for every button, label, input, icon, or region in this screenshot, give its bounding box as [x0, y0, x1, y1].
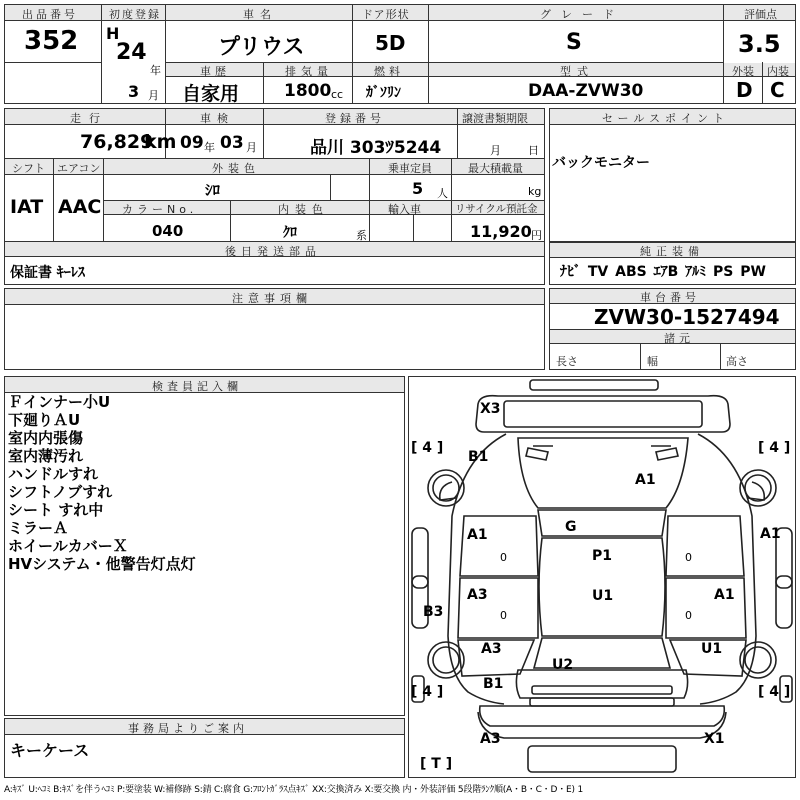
sales-points-box	[549, 108, 796, 242]
transfer-day: 日	[528, 144, 539, 157]
plate-label: 登録番号	[325, 112, 385, 125]
capacity-label: 乗車定員	[388, 162, 432, 175]
first-reg-label: 初度登録	[109, 8, 161, 21]
mark-a3-bottom: A3	[480, 731, 501, 747]
spec-label: 諸元	[664, 332, 694, 345]
int-color-label: 内装色	[278, 203, 329, 216]
inspector-note: ハンドルすれ	[8, 465, 99, 483]
sales-points-label: セールスポイント	[602, 112, 730, 125]
mark-b1-front: B1	[468, 449, 489, 465]
mark-a1-right-rear: A1	[714, 587, 735, 603]
color-label: 外装色	[212, 162, 260, 175]
mark-x3: X3	[480, 401, 501, 417]
spare-tire: [ T ]	[420, 756, 453, 772]
height-label: 高さ	[726, 355, 748, 368]
mark-u1-right: U1	[701, 641, 723, 657]
notes-label: 注意事項欄	[232, 292, 312, 305]
transfer-month: 月	[490, 144, 501, 157]
tire-depth-front-left: [ 4 ]	[411, 440, 444, 456]
inspector-note: HVシステム・他警告灯点灯	[8, 555, 196, 573]
inspection-label: 車検	[200, 112, 234, 125]
model-label: 型式	[560, 65, 594, 78]
mark-g: G	[565, 519, 577, 535]
insp-month: 03	[220, 133, 244, 153]
lot-number: 352	[24, 26, 79, 56]
inspector-note: 室内薄汚れ	[8, 447, 84, 465]
zero-mark: 0	[685, 609, 692, 622]
color-no-label: カラーNo.	[122, 203, 198, 216]
color-no: 040	[152, 222, 184, 240]
mark-x1: X1	[704, 731, 725, 747]
grade: S	[566, 30, 582, 55]
era: H	[106, 24, 120, 43]
displacement-unit: cc	[331, 88, 344, 101]
load-unit: kg	[528, 185, 542, 198]
car-name: プリウス	[218, 35, 305, 60]
sales-points-text: バックモニター	[552, 155, 650, 171]
mileage: 76,829	[80, 131, 154, 153]
car-diagram	[408, 376, 796, 778]
int-label: 内装	[767, 65, 789, 78]
insp-month-unit: 月	[246, 141, 257, 154]
zero-mark: 0	[500, 551, 507, 564]
chassis-number: ZVW30-1527494	[594, 305, 780, 329]
insp-year: 09	[180, 133, 204, 153]
year-unit: 年	[150, 64, 161, 77]
equipment-label: 純正装備	[640, 245, 704, 258]
reg-month: 3	[128, 82, 140, 101]
ext-grade: D	[736, 78, 753, 102]
mark-u1-roof: U1	[592, 588, 614, 604]
inspector-label: 検査員記入欄	[152, 380, 242, 393]
inspector-note: シート すれ中	[8, 501, 104, 519]
inspector-note: 室内内張傷	[8, 429, 84, 447]
office-text: キーケース	[10, 741, 90, 760]
ac: AAC	[58, 196, 102, 218]
int-color: ｸﾛ	[283, 225, 297, 241]
recycle-label: リサイクル預託金	[455, 203, 538, 215]
displacement-label: 排気量	[285, 65, 333, 78]
load-label: 最大積載量	[468, 162, 523, 175]
fuel-label: 燃料	[374, 65, 404, 78]
capacity: 5	[412, 179, 424, 198]
int-color-unit: 系	[356, 229, 367, 242]
capacity-unit: 人	[437, 187, 448, 200]
inspector-note: シフトノブすれ	[8, 483, 113, 501]
office-label: 事務局よりご案内	[128, 722, 248, 735]
int-grade: C	[770, 78, 785, 102]
equipment-items: ﾅﾋﾞ TV ABS ｴｱB ｱﾙﾐ PS PW	[560, 264, 766, 280]
mark-a1-right-door: A1	[760, 526, 781, 542]
door-type: 5D	[375, 31, 406, 55]
car-name-label: 車名	[243, 8, 277, 21]
width-label: 幅	[647, 355, 658, 368]
legend: A:ｷｽﾞ U:ﾍｺﾐ B:ｷｽﾞを伴うﾍｺﾐ P:要塗装 W:補修跡 S:錆 C:腐食 G:ﾌﾛﾝﾄｶﾞﾗｽ点ｷｽﾞ XX:交換済み X:要交換 内・外装評価 5段階ﾗﾝｸ順(A・B・C・D・E) 1	[4, 785, 583, 795]
reg-year: 24	[116, 40, 147, 65]
door-label: ドア形状	[362, 8, 410, 21]
tire-depth-rear-left: [ 4 ]	[411, 684, 444, 700]
import-label: 輸入車	[388, 203, 421, 216]
mark-b3: B3	[423, 604, 444, 620]
later-parts-label: 後日発送部品	[225, 245, 321, 258]
ext-label: 外装	[732, 65, 754, 78]
history-label: 車歴	[200, 65, 230, 78]
grade-label: グレード	[540, 8, 624, 21]
mark-a1-left: A1	[467, 527, 488, 543]
insp-year-unit: 年	[204, 141, 215, 154]
top-subheader-band	[166, 63, 723, 77]
history: 自家用	[182, 83, 240, 105]
displacement: 1800	[284, 81, 332, 101]
mark-a1-hood: A1	[635, 472, 656, 488]
fuel: ｶﾞｿﾘﾝ	[366, 85, 401, 101]
recycle: 11,920	[470, 222, 532, 241]
score: 3.5	[738, 30, 781, 58]
lot-no-label: 出品番号	[22, 8, 78, 21]
ac-label: エアコン	[57, 162, 101, 175]
shift-label: シフト	[12, 162, 45, 175]
tire-depth-rear-right: [ 4 ]	[758, 684, 791, 700]
inspector-note: ミラーＡ	[8, 519, 69, 537]
color: ｼﾛ	[205, 181, 221, 199]
mark-b1-rear: B1	[483, 676, 504, 692]
mileage-unit: km	[144, 131, 177, 153]
tire-depth-front-right: [ 4 ]	[758, 440, 791, 456]
recycle-unit: 円	[531, 229, 542, 242]
zero-mark: 0	[500, 609, 507, 622]
shift: IAT	[10, 196, 44, 218]
plate: 品川 303ﾂ5244	[310, 138, 442, 158]
inspector-notes-list	[8, 393, 196, 573]
mileage-label: 走行	[70, 112, 108, 125]
inspector-note: 下廻りＡU	[8, 411, 81, 429]
month-unit: 月	[148, 89, 159, 102]
length-label: 長さ	[556, 355, 578, 368]
model: DAA-ZVW30	[528, 81, 644, 101]
score-label: 評価点	[744, 8, 777, 21]
inspector-note: Ｆインナー小U	[8, 393, 111, 411]
inspector-note: ホイールカバーＸ	[8, 537, 128, 555]
mark-p1: P1	[592, 548, 613, 564]
mark-u2: U2	[552, 657, 574, 673]
mark-a3-rear-left: A3	[481, 641, 502, 657]
chassis-label: 車台番号	[640, 291, 700, 304]
later-parts: 保証書 ｷｰﾚｽ	[10, 265, 85, 281]
transfer-label: 譲渡書類期限	[462, 112, 528, 125]
mark-a3-left: A3	[467, 587, 488, 603]
zero-mark: 0	[685, 551, 692, 564]
